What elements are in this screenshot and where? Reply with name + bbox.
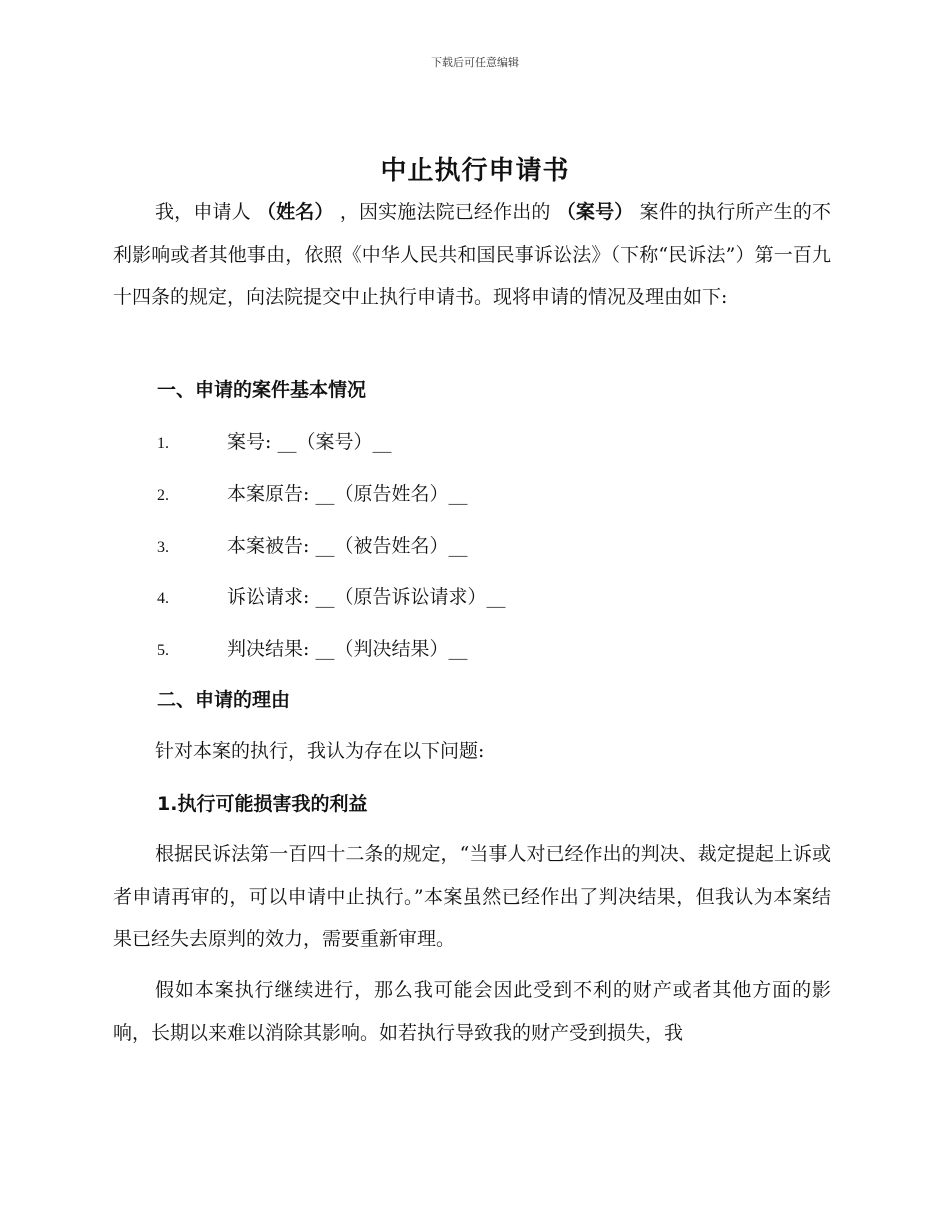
list-item	[157, 583, 505, 613]
document-title: 中止执行申请书	[380, 156, 570, 186]
list-number: 2.	[157, 487, 169, 504]
list-number: 4.	[157, 590, 169, 607]
list-item	[157, 428, 391, 458]
intro-text-1: 我，申请人	[155, 201, 257, 223]
list-text: 诉讼请求: __（原告诉讼请求）__	[227, 586, 506, 608]
section2-lead: 针对本案的执行，我认为存在以下问题:	[155, 740, 485, 762]
list-text: 本案被告: __（被告姓名）__	[227, 535, 468, 557]
intro-paragraph	[113, 191, 831, 319]
list-item	[157, 480, 467, 510]
list-item	[157, 635, 467, 665]
case-number-placeholder: （案号）	[556, 201, 634, 223]
section1-heading: 一、申请的案件基本情况	[157, 379, 367, 401]
list-text: 判决结果: __（判决结果）__	[227, 638, 468, 660]
intro-text-2: ，因实施法院已经作出的	[333, 201, 557, 223]
intro-text-3: 案件的执行所产生的不利影响或者其他事由，依照《中华人民共和国民事诉讼法》（下称“民诉法”）第一百九十四条的规定，向法院提交中止执行申请书。现将申请的情况及理由如下:	[113, 201, 831, 308]
list-number: 3.	[157, 539, 169, 556]
section2-heading: 二、申请的理由	[157, 689, 291, 711]
page-header: 下载后可任意编辑	[431, 56, 519, 69]
list-text: 本案原告: __（原告姓名）__	[227, 483, 468, 505]
list-number: 5.	[157, 642, 169, 659]
name-placeholder: （姓名）	[256, 201, 334, 223]
subheading-1: 1.执行可能损害我的利益	[157, 793, 368, 815]
list-number: 1.	[157, 435, 169, 452]
list-text: 案号: __（案号）__	[227, 431, 392, 453]
body-paragraph-1: 根据民诉法第一百四十二条的规定，“当事人对已经作出的判决、裁定提起上诉或者申请再审的，可以申请中止执行。”本案虽然已经作出了判决结果，但我认为本案结果已经失去原判的效力，需要重新审理。	[113, 843, 831, 950]
list-item	[157, 532, 467, 562]
body-paragraph-2: 假如本案执行继续进行，那么我可能会因此受到不利的财产或者其他方面的影响，长期以来难以消除其影响。如若执行导致我的财产受到损失，我	[113, 979, 831, 1044]
